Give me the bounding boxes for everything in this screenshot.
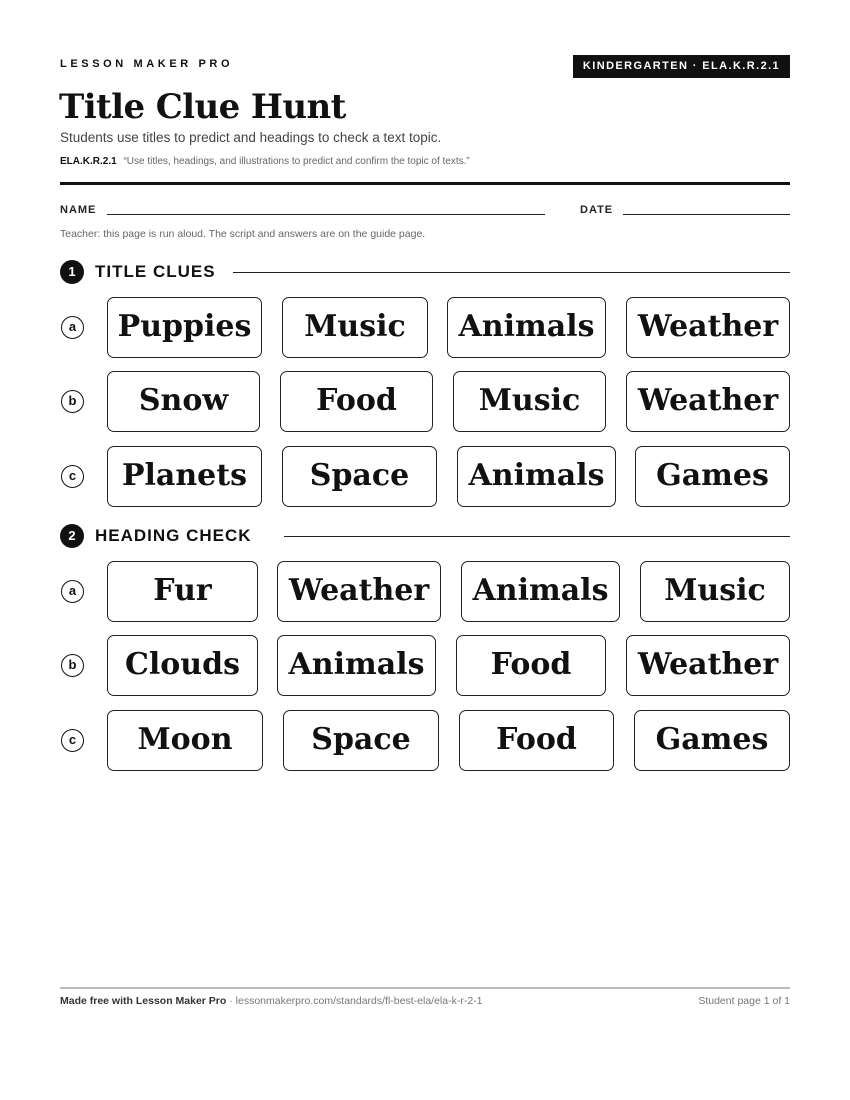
word-choice-card[interactable]: Animals	[447, 297, 606, 358]
footer-credit: Made free with Lesson Maker Pro	[60, 995, 227, 1007]
row-letter-b: b	[61, 390, 84, 413]
word-choice-card[interactable]: Animals	[457, 446, 616, 507]
word-choice-card[interactable]: Food	[456, 635, 606, 696]
footer-url: lessonmakerpro.com/standards/fl-best-ela/ela-k-r-2-1	[235, 995, 483, 1007]
word-choice-card[interactable]: Clouds	[107, 635, 258, 696]
worksheet-subtitle: Students use titles to predict and headings to check a text topic.	[60, 130, 442, 145]
section-heading-check	[60, 524, 790, 548]
word-choice-card[interactable]: Space	[282, 446, 437, 507]
word-choice-card[interactable]: Music	[282, 297, 428, 358]
page-indicator: Student page 1 of 1	[698, 995, 790, 1007]
word-choice-card[interactable]: Music	[453, 371, 606, 432]
row-letter-c: c	[61, 729, 84, 752]
standard-code: ELA.K.R.2.1	[60, 156, 117, 167]
standard-text: “Use titles, headings, and illustrations to predict and confirm the topic of texts.”	[123, 156, 470, 167]
word-choice-card[interactable]: Games	[635, 446, 790, 507]
word-choice-card[interactable]: Weather	[626, 371, 790, 432]
word-choice-card[interactable]: Moon	[107, 710, 263, 771]
word-choice-card[interactable]: Space	[283, 710, 439, 771]
row-letter-c: c	[61, 465, 84, 488]
teacher-note: Teacher: this page is run aloud. The script and answers are on the guide page.	[60, 228, 426, 240]
section-title-clues	[60, 260, 790, 284]
brand-name: LESSON MAKER PRO	[60, 58, 234, 70]
word-choice-card[interactable]: Animals	[461, 561, 620, 622]
section-number-badge: 1	[60, 260, 84, 284]
section-number-badge: 2	[60, 524, 84, 548]
section-divider	[284, 536, 790, 537]
word-choice-card[interactable]: Planets	[107, 446, 262, 507]
date-field[interactable]	[623, 214, 790, 215]
section-divider	[233, 272, 790, 273]
name-label: NAME	[60, 204, 97, 216]
section-title: HEADING CHECK	[95, 526, 252, 545]
footer-credit-line	[60, 995, 483, 1007]
row-letter-a: a	[61, 316, 84, 339]
worksheet-title: Title Clue Hunt	[59, 87, 346, 127]
word-choice-card[interactable]: Weather	[626, 635, 790, 696]
word-choice-card[interactable]: Food	[459, 710, 614, 771]
word-choice-card[interactable]: Snow	[107, 371, 260, 432]
footer-separator: ·	[226, 995, 236, 1007]
name-field[interactable]	[107, 214, 545, 215]
word-choice-card[interactable]: Music	[640, 561, 790, 622]
section-title: TITLE CLUES	[95, 262, 216, 281]
word-choice-card[interactable]: Weather	[277, 561, 441, 622]
grade-standard-badge: KINDERGARTEN · ELA.K.R.2.1	[573, 55, 790, 78]
footer-divider	[60, 987, 790, 989]
word-choice-card[interactable]: Animals	[277, 635, 436, 696]
date-label: DATE	[580, 204, 614, 216]
word-choice-card[interactable]: Weather	[626, 297, 790, 358]
standard-statement	[60, 156, 470, 167]
header-divider	[60, 182, 790, 185]
row-letter-b: b	[61, 654, 84, 677]
row-letter-a: a	[61, 580, 84, 603]
word-choice-card[interactable]: Fur	[107, 561, 258, 622]
word-choice-card[interactable]: Food	[280, 371, 433, 432]
word-choice-card[interactable]: Games	[634, 710, 790, 771]
word-choice-card[interactable]: Puppies	[107, 297, 262, 358]
